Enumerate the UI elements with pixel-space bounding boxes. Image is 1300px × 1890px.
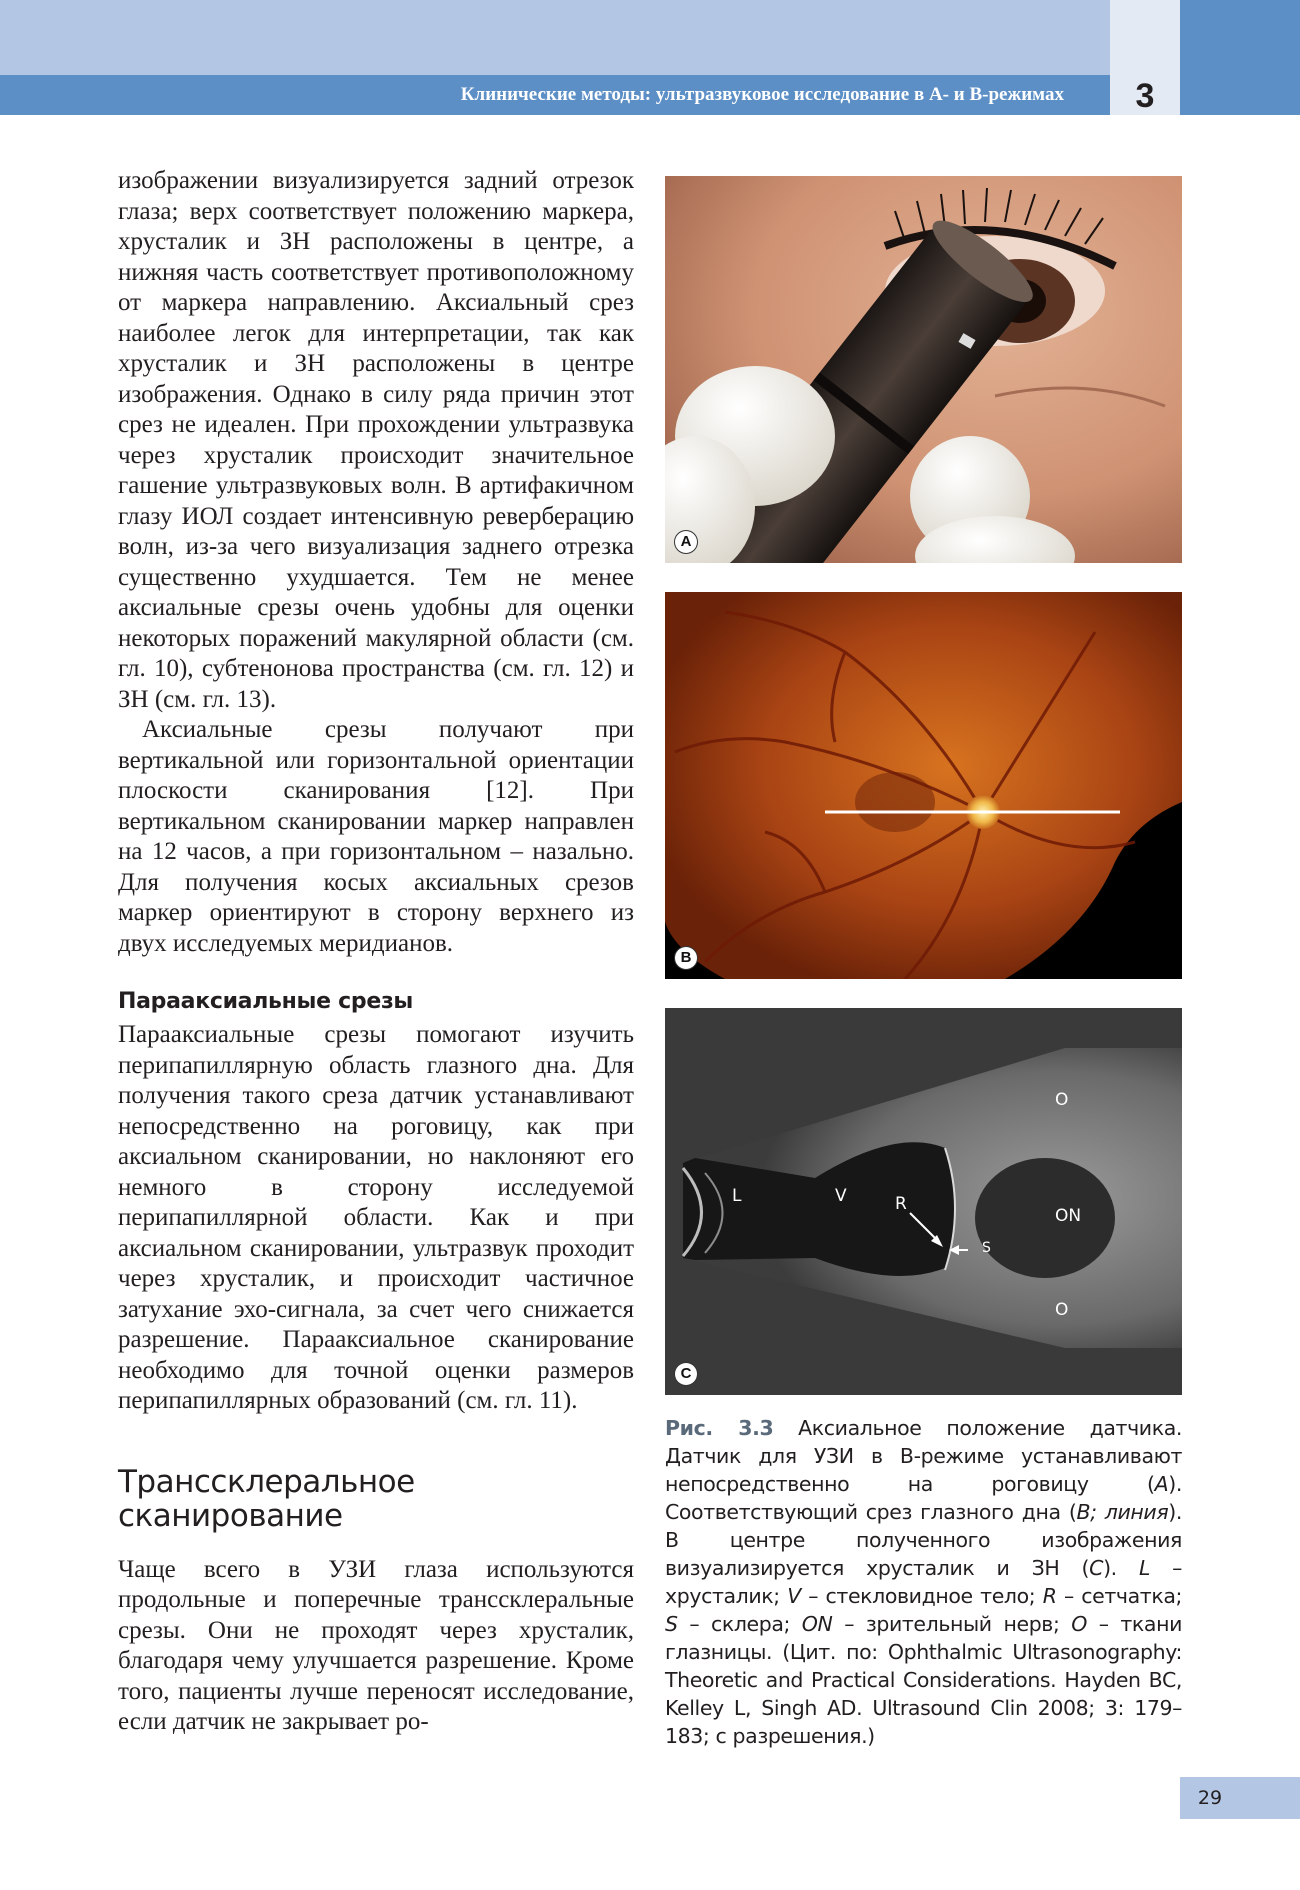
us-label-optic-nerve: ON bbox=[1055, 1206, 1082, 1226]
figure-a-photo bbox=[665, 176, 1182, 563]
us-label-retina: R bbox=[895, 1194, 907, 1214]
us-label-orbit-bottom: O bbox=[1055, 1300, 1069, 1320]
left-column bbox=[118, 166, 634, 1738]
figure-b-label: B bbox=[675, 947, 697, 969]
chapter-number: 3 bbox=[1135, 77, 1155, 115]
figure-number: Рис. 3.3 bbox=[665, 1416, 774, 1440]
us-label-orbit-top: O bbox=[1055, 1090, 1069, 1110]
paragraph-2: Аксиальные срезы получают при вертикальной или горизонтальной ориентации плоскости сканирования [12]. При вертикальном сканировании маркер направлен на 12 часов, а при горизонтальном – назально. Для получения косых аксиальных срезов маркер ориентируют в сторону верхнего из двух исследуемых меридианов. bbox=[118, 716, 634, 957]
figure-caption: Рис. 3.3 Аксиальное положение датчика. Датчик для УЗИ в В-режиме устанавливают непосредственно на роговицу (A). Соответствующий срез глазного дна (B; линия). В центре полученного изображения визуализируется хрусталик и ЗН (C). L – хрусталик; V – стекловидное тело; R – сетчатка; S – склера; ON – зрительный нерв; O – ткани глазницы. (Цит. по: Ophthalmic Ultrasonography: Theoretic and Practical Considerations. Hayden BC, Kelley L, Singh AD. Ultrasound Clin 2008; 3: 179–183; с разрешения.) bbox=[665, 1416, 1182, 1748]
us-label-sclera: S bbox=[982, 1240, 991, 1256]
header-band-light bbox=[0, 0, 1110, 75]
figure-b-fundus bbox=[665, 592, 1182, 979]
running-head: Клинические методы: ультразвуковое исследование в А- и В-режимах bbox=[460, 84, 1064, 105]
figure-c-ultrasound bbox=[665, 1008, 1182, 1395]
subheading-paraaxial: Парааксиальные срезы bbox=[118, 989, 414, 1014]
chapter-tab-side bbox=[1180, 0, 1300, 115]
figure-c-label: C bbox=[675, 1363, 697, 1385]
paragraph-3: Парааксиальные срезы помогают изучить перипапиллярную область глазного дна. Для получения такого среза датчик устанавливают непосредственно на роговицу, как при аксиальном сканировании, но наклоняют его немного в сторону исследуемой перипапиллярной области. Как и при аксиальном сканировании, ультразвук проходит через хрусталик, и происходит частичное затухание эхо-сигнала, за счет чего снижается разрешение. Парааксиальное сканирование необходимо для точной оценки размеров перипапиллярных образований (см. гл. 11). bbox=[118, 1021, 634, 1414]
page-number: 29 bbox=[1197, 1787, 1223, 1809]
paragraph-4: Чаще всего в УЗИ глаза используются продольные и поперечные транссклеральные срезы. Они не проходят через хрусталик, благодаря чему улучшается разрешение. Кроме того, пациенты лучше переносят исследование, если датчик не закрывает ро- bbox=[118, 1555, 634, 1735]
figure-c-illustration bbox=[665, 1008, 1182, 1395]
figure-a-illustration bbox=[665, 176, 1182, 563]
section-heading-line-2: сканирование bbox=[118, 1497, 343, 1534]
paragraph-1: изображении визуализируется задний отрезок глаза; верх соответствует положению маркера, хрусталик и ЗН расположены в центре, а нижняя часть соответствует противоположному от маркера направлению. Аксиальный срез наиболее легок для интерпретации, так как хрусталик и ЗН расположены в центре изображения. Однако в силу ряда причин этот срез не идеален. При прохождении ультразвука через хрусталик происходит значительное гашение ультразвуковых волн. В артифакичном глазу ИОЛ создает интенсивную реверберацию волн, из-за чего визуализация заднего отрезка существенно ухудшается. Тем не менее аксиальные срезы очень удобны для оценки некоторых поражений макулярной области (см. гл. 10), субтенонова пространства (см. гл. 12) и ЗН (см. гл. 13). bbox=[118, 167, 634, 713]
us-label-vitreous: V bbox=[835, 1186, 847, 1206]
figure-a-label: A bbox=[675, 531, 697, 553]
section-heading-line-1: Транссклеральное bbox=[118, 1463, 415, 1500]
figure-b-illustration bbox=[665, 592, 1182, 979]
section-heading-transscleral bbox=[118, 1465, 634, 1533]
us-label-lens: L bbox=[732, 1186, 742, 1206]
